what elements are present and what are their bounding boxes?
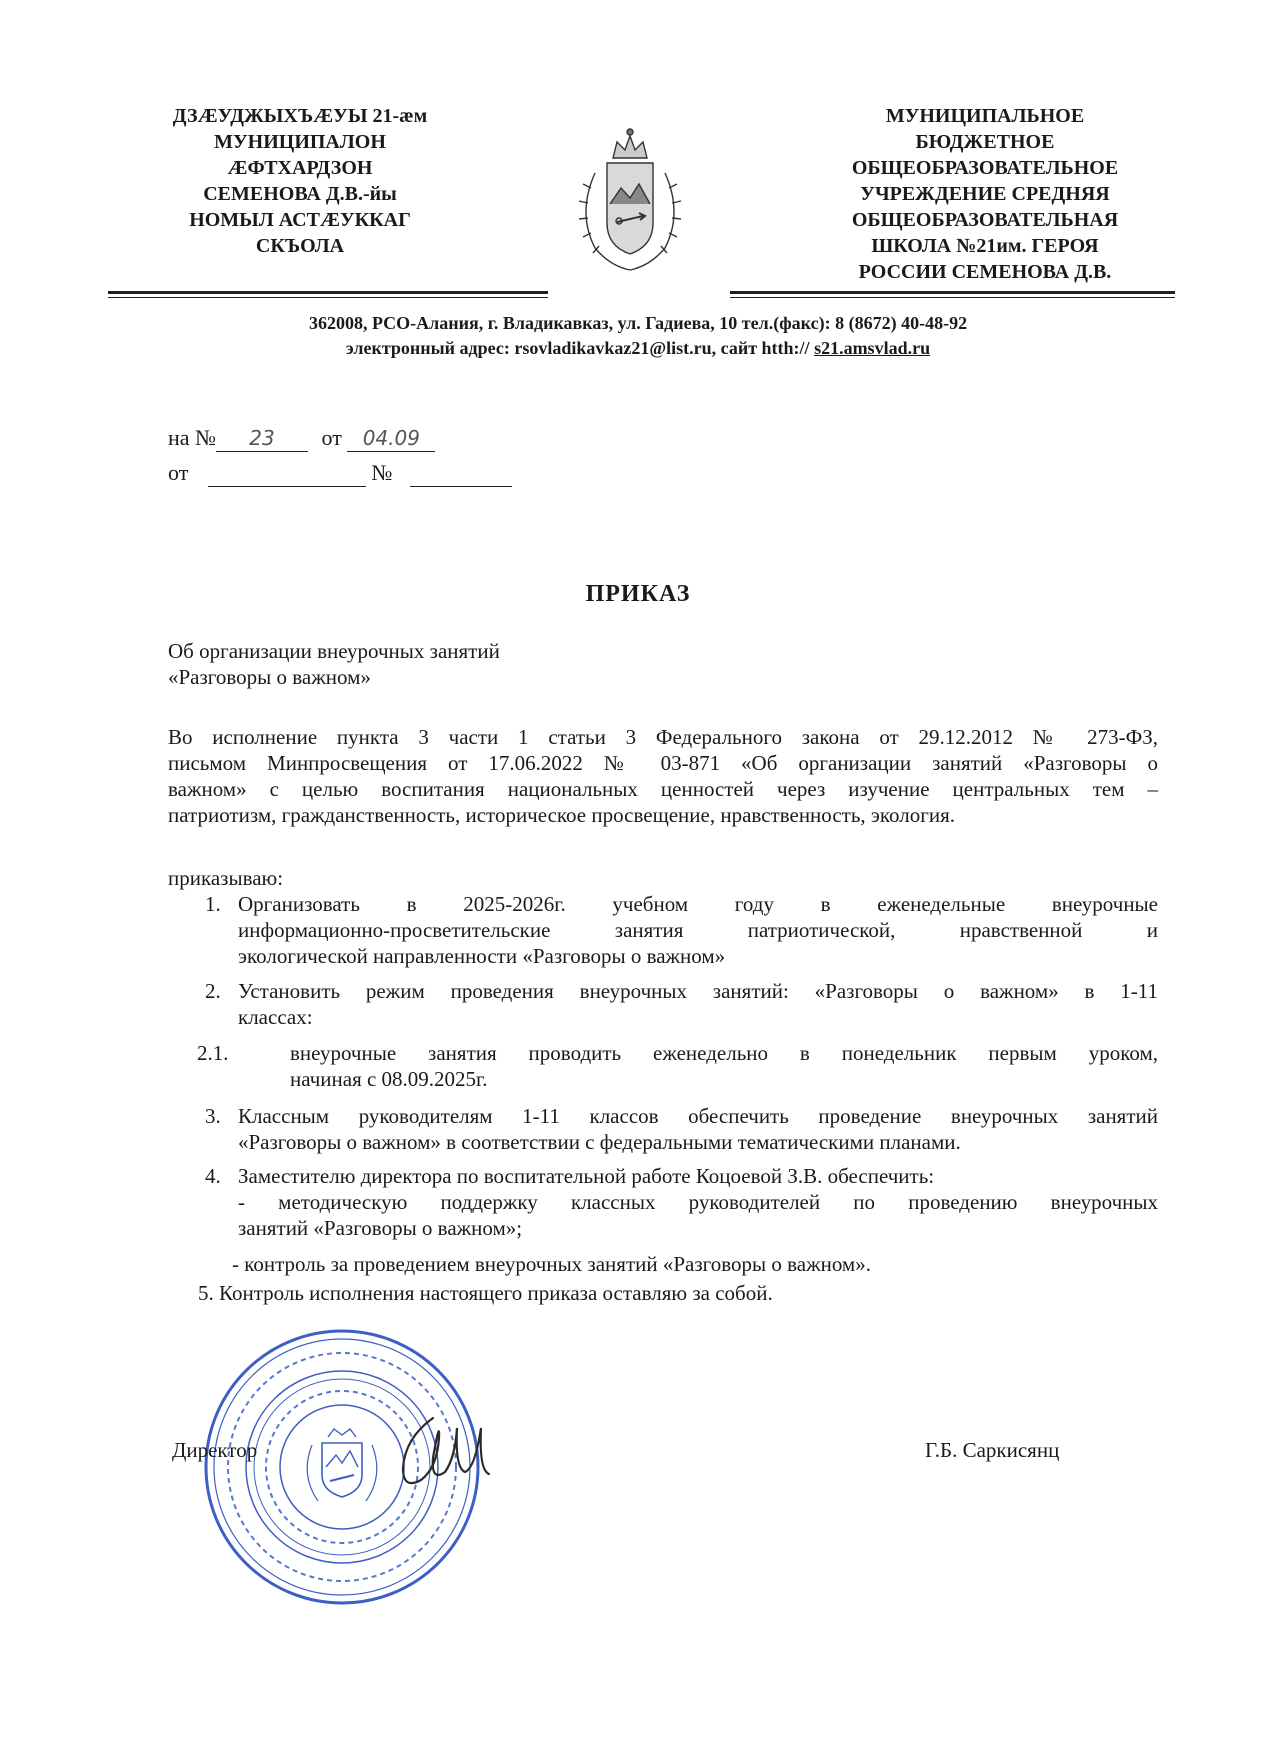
reg-date-handwritten: 04.09 <box>362 426 420 450</box>
item-line: начиная с 08.09.2025г. <box>290 1067 488 1091</box>
subject-line: «Разговоры о важном» <box>168 665 371 689</box>
reg2-date-label: от <box>168 460 189 485</box>
header-oss-line: ДЗÆУДЖЫХЪÆУЫ 21-æм <box>172 105 428 127</box>
header-divider-left <box>108 291 548 294</box>
item-line: Установить режим проведения внеурочных занятий: «Разговоры о важном» в 1-11 <box>238 979 1158 1003</box>
item-line: - контроль за проведением внеурочных занятий «Разговоры о важном». <box>232 1252 871 1276</box>
header-school-line: МУНИЦИПАЛЬНОЕ <box>885 105 1085 127</box>
item-line: занятий «Разговоры о важном»; <box>238 1216 523 1240</box>
item-line: - методическую поддержку классных руководителей по проведению внеурочных <box>238 1190 1158 1214</box>
preamble-line: Во исполнение пункта 3 части 1 статьи 3 Федерального закона от 29.12.2012 № 273-ФЗ, <box>168 725 1158 749</box>
item-line: 5. Контроль исполнения настоящего приказа оставляю за собой. <box>198 1281 773 1305</box>
item-number: 3. <box>205 1104 221 1128</box>
registration-line-1 <box>168 425 435 452</box>
coat-of-arms-emblem <box>555 118 705 278</box>
item-line: экологической направленности «Разговоры о важном» <box>238 944 726 968</box>
header-oss-line: НОМЫЛ АСТÆУККАГ <box>189 209 411 231</box>
header-oss-line: СКЪОЛА <box>255 235 345 257</box>
item-number: 2. <box>205 979 221 1003</box>
header-oss-line: МУНИЦИПАЛОН <box>214 131 386 153</box>
registration-line-2 <box>168 460 512 487</box>
reg-number-field <box>216 425 308 452</box>
reg2-number-label: № <box>371 460 393 485</box>
item-number: 1. <box>205 892 221 916</box>
header-oss-line: СЕМЕНОВА Д.В.-йы <box>203 183 397 205</box>
item-number: 2.1. <box>197 1041 229 1065</box>
reg2-number-field <box>410 460 512 487</box>
header-school-line: УЧРЕЖДЕНИЕ СРЕДНЯЯ <box>860 183 1110 205</box>
header-school-line: ОБЩЕОБРАЗОВАТЕЛЬНОЕ <box>851 157 1119 179</box>
item-line: «Разговоры о важном» в соответствии с федеральными тематическими планами. <box>238 1130 961 1154</box>
subject-line: Об организации внеурочных занятий <box>168 639 500 663</box>
header-divider-left-thin <box>108 297 548 298</box>
reg-date-field <box>347 425 435 452</box>
preamble-line: письмом Минпросвещения от 17.06.2022 № 03-871 «Об организации занятий «Разговоры о <box>168 751 1158 775</box>
item-line: Классным руководителям 1-11 классов обеспечить проведение внеурочных занятий <box>238 1104 1158 1128</box>
order-word: приказываю: <box>168 866 284 890</box>
email-text: электронный адрес: rsovladikavkaz21@list.ru, сайт htth:// <box>345 338 815 358</box>
item-line: классах: <box>238 1005 313 1029</box>
director-signature <box>385 1398 505 1498</box>
item-line: Организовать в 2025-2026г. учебном году в еженедельные внеурочные <box>238 892 1158 916</box>
preamble-line: патриотизм, гражданственность, историческое просвещение, нравственность, экология. <box>168 803 956 827</box>
contact-line <box>0 338 1276 359</box>
item-line: информационно-просветительские занятия патриотической, нравственной и <box>238 918 1158 942</box>
item-number: 4. <box>205 1164 221 1188</box>
header-oss-line: ÆФТХАРДЗОН <box>227 157 373 179</box>
header-divider-right <box>730 291 1175 294</box>
header-divider-right-thin <box>730 297 1175 298</box>
header-school-line: ОБЩЕОБРАЗОВАТЕЛЬНАЯ <box>851 209 1119 231</box>
preamble-line: важном» с целью воспитания национальных ценностей через изучение центральных тем – <box>168 777 1158 801</box>
reg-number-handwritten: 23 <box>249 426 275 450</box>
reg2-date-field <box>208 460 366 487</box>
signer-title: Директор <box>172 1438 258 1462</box>
signer-name: Г.Б. Саркисянц <box>925 1438 1060 1462</box>
header-oss-name <box>150 103 450 259</box>
item-line: Заместителю директора по воспитательной работе Коцоевой З.В. обеспечить: <box>238 1164 935 1188</box>
header-school-line: ШКОЛА №21им. ГЕРОЯ <box>871 235 1099 257</box>
reg-date-label: от <box>321 425 342 450</box>
item-line: внеурочные занятия проводить еженедельно в понедельник первым уроком, <box>290 1041 1158 1065</box>
header-school-line: БЮДЖЕТНОЕ <box>915 131 1055 153</box>
header-school-name <box>805 103 1165 285</box>
header-school-line: РОССИИ СЕМЕНОВА Д.В. <box>858 261 1112 283</box>
reg-number-label: на № <box>168 425 217 450</box>
site-link[interactable]: s21.amsvlad.ru <box>814 338 931 358</box>
document-title: ПРИКАЗ <box>585 581 691 607</box>
address-line: 362008, РСО-Алания, г. Владикавказ, ул. Гадиева, 10 тел.(факс): 8 (8672) 40-48-92 <box>308 313 968 333</box>
